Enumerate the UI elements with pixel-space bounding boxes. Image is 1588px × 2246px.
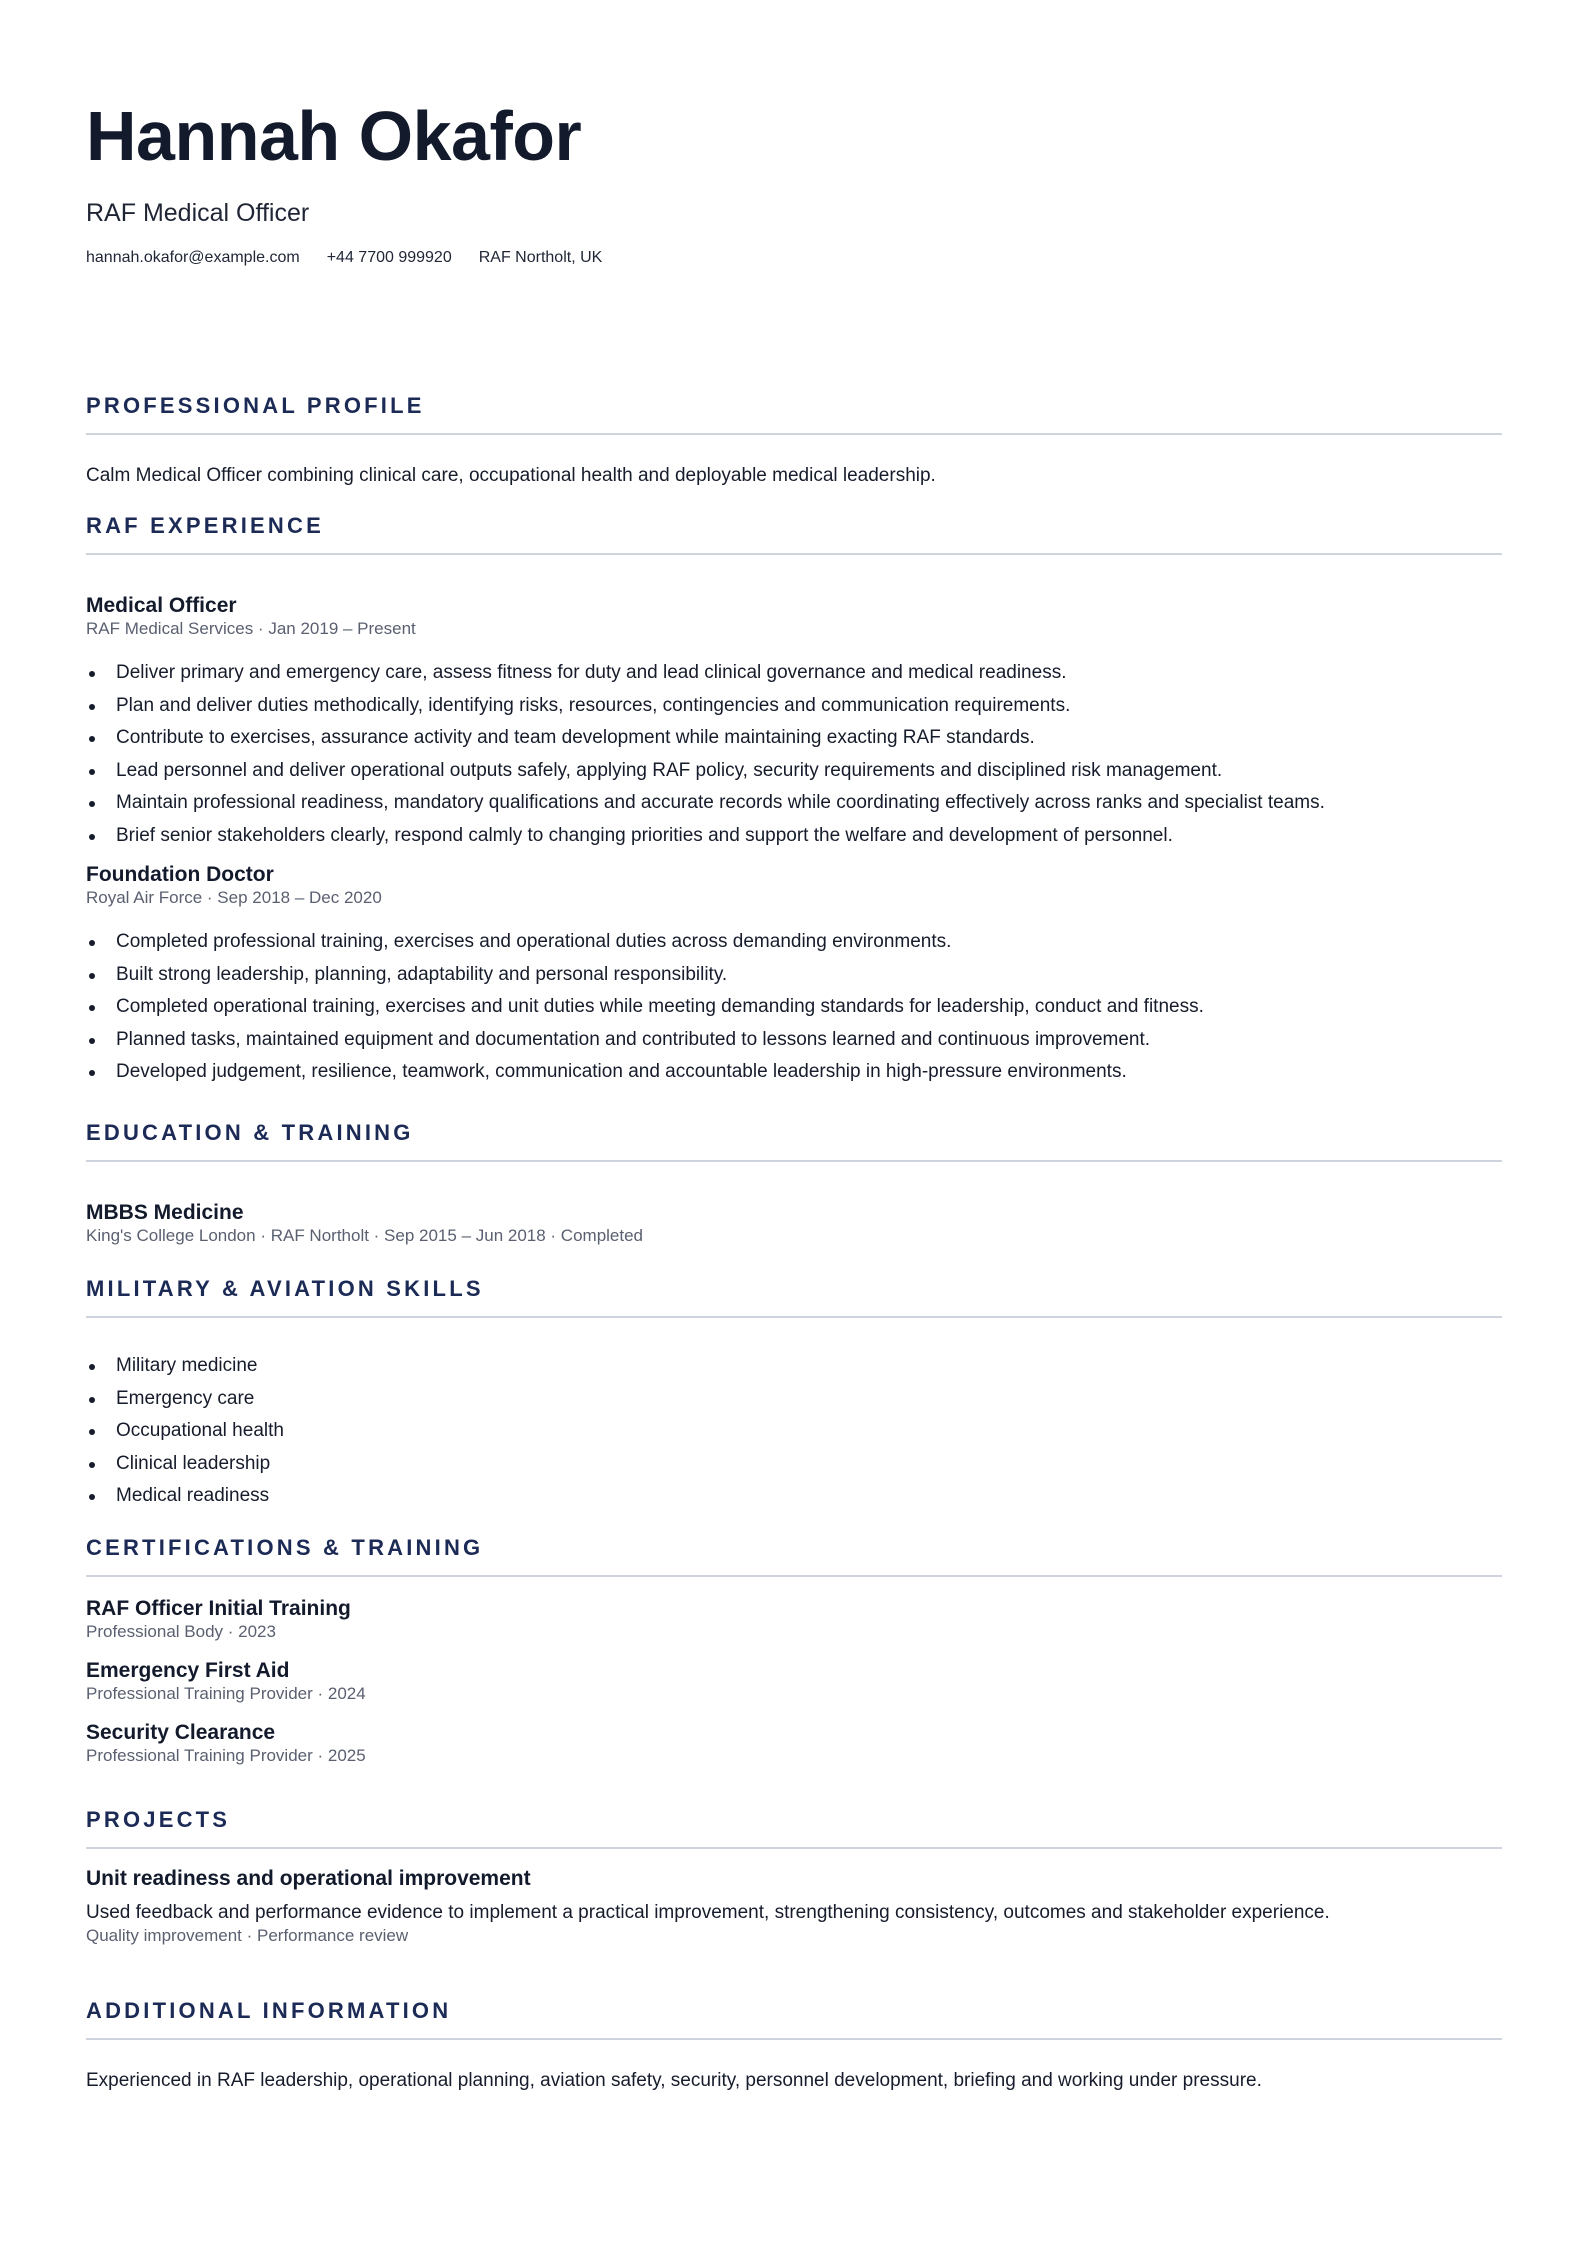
list-item: Deliver primary and emergency care, assess fitness for duty and lead clinical governance and medical readiness.: [86, 657, 1502, 690]
resume-header: [86, 96, 1502, 268]
project-tags: Quality improvement · Performance review: [86, 1926, 409, 1945]
section-divider: [86, 2038, 1502, 2040]
section-additional: [86, 1998, 1502, 2093]
job-meta: Royal Air Force · Sep 2018 – Dec 2020: [86, 888, 382, 907]
list-item: Military medicine: [86, 1350, 1502, 1383]
section-divider: [86, 433, 1502, 435]
contact-location: RAF Northolt, UK: [478, 249, 603, 266]
list-item: Plan and deliver duties methodically, identifying risks, resources, contingencies and communication requirements.: [86, 690, 1502, 723]
job-title: Medical Officer: [86, 594, 237, 617]
skills-list: [86, 1350, 1502, 1513]
profile-text: Calm Medical Officer combining clinical care, occupational health and deployable medical leadership.: [86, 465, 936, 486]
contact-email[interactable]: hannah.okafor@example.com: [86, 249, 300, 266]
section-title: RAF EXPERIENCE: [86, 513, 324, 538]
project-name: Unit readiness and operational improvement: [86, 1867, 531, 1890]
job-entry: [86, 594, 1502, 852]
degree-meta: King's College London · RAF Northolt · Sep 2015 – Jun 2018 · Completed: [86, 1226, 644, 1245]
section-title: PROJECTS: [86, 1807, 231, 1832]
project-entry: [86, 1867, 1502, 1947]
certification-name: RAF Officer Initial Training: [86, 1597, 351, 1620]
list-item: Developed judgement, resilience, teamwork, communication and accountable leadership in high-pressure environments.: [86, 1056, 1502, 1089]
certification-name: Security Clearance: [86, 1721, 276, 1744]
list-item: Occupational health: [86, 1415, 1502, 1448]
candidate-name: Hannah Okafor: [86, 97, 582, 175]
certification-entry: [86, 1597, 1502, 1643]
certification-meta: Professional Training Provider · 2025: [86, 1746, 366, 1765]
list-item: Emergency care: [86, 1383, 1502, 1416]
additional-text: Experienced in RAF leadership, operational planning, aviation safety, security, personnel development, briefing and working under pressure.: [86, 2070, 1262, 2091]
list-item: Brief senior stakeholders clearly, respond calmly to changing priorities and support the welfare and development of personnel.: [86, 820, 1502, 853]
section-title: PROFESSIONAL PROFILE: [86, 393, 425, 418]
list-item: Maintain professional readiness, mandatory qualifications and accurate records while coordinating effectively across ranks and specialist teams.: [86, 787, 1502, 820]
degree-title: MBBS Medicine: [86, 1201, 244, 1224]
certification-name: Emergency First Aid: [86, 1659, 290, 1682]
job-meta: RAF Medical Services · Jan 2019 – Present: [86, 619, 416, 638]
section-projects: [86, 1807, 1502, 1947]
job-bullets: [86, 926, 1502, 1089]
section-title: ADDITIONAL INFORMATION: [86, 1998, 452, 2023]
section-divider: [86, 1316, 1502, 1318]
contact-line: [86, 248, 1502, 268]
certification-meta: Professional Training Provider · 2024: [86, 1684, 366, 1703]
job-title: Foundation Doctor: [86, 863, 274, 886]
list-item: Completed professional training, exercises and operational duties across demanding environments.: [86, 926, 1502, 959]
certification-entry: [86, 1659, 1502, 1705]
section-certifications: [86, 1535, 1502, 1767]
section-education: [86, 1120, 1502, 1247]
section-divider: [86, 553, 1502, 555]
list-item: Medical readiness: [86, 1480, 1502, 1513]
section-divider: [86, 1847, 1502, 1849]
section-title: CERTIFICATIONS & TRAINING: [86, 1535, 484, 1560]
list-item: Clinical leadership: [86, 1448, 1502, 1481]
list-item: Completed operational training, exercises and unit duties while meeting demanding standards for leadership, conduct and fitness.: [86, 991, 1502, 1024]
list-item: Built strong leadership, planning, adaptability and personal responsibility.: [86, 959, 1502, 992]
section-title: MILITARY & AVIATION SKILLS: [86, 1276, 484, 1301]
section-divider: [86, 1575, 1502, 1577]
certification-meta: Professional Body · 2023: [86, 1622, 276, 1641]
section-profile: [86, 393, 1502, 488]
education-entry: [86, 1201, 1502, 1247]
contact-phone[interactable]: +44 7700 999920: [326, 249, 452, 266]
list-item: Contribute to exercises, assurance activity and team development while maintaining exacting RAF standards.: [86, 722, 1502, 755]
certification-entry: [86, 1721, 1502, 1767]
job-bullets: [86, 657, 1502, 852]
project-description: Used feedback and performance evidence to implement a practical improvement, strengthening consistency, outcomes and stakeholder experience.: [86, 1902, 1330, 1923]
candidate-role: RAF Medical Officer: [86, 199, 310, 227]
list-item: Lead personnel and deliver operational outputs safely, applying RAF policy, security requirements and disciplined risk management.: [86, 755, 1502, 788]
section-divider: [86, 1160, 1502, 1162]
section-title: EDUCATION & TRAINING: [86, 1120, 414, 1145]
section-experience: [86, 513, 1502, 1089]
section-skills: [86, 1276, 1502, 1513]
list-item: Planned tasks, maintained equipment and documentation and contributed to lessons learned and continuous improvement.: [86, 1024, 1502, 1057]
job-entry: [86, 863, 1502, 1089]
